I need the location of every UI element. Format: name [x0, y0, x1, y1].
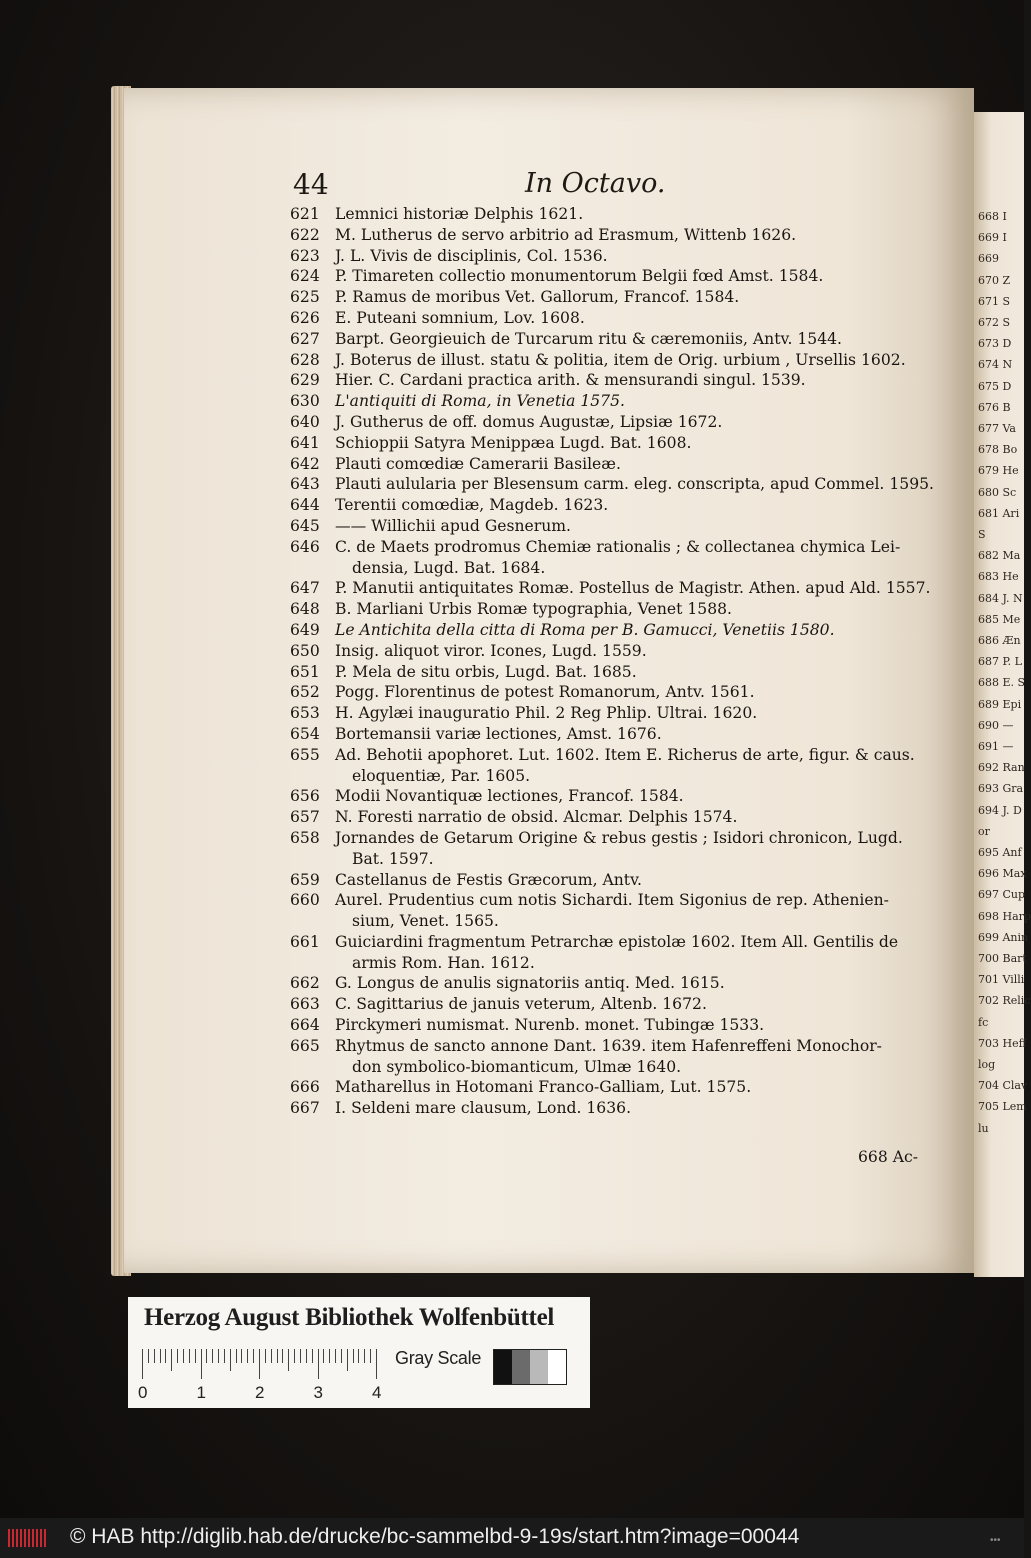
entry-text: P. Mela de situ orbis, Lugd. Bat. 1685.	[335, 662, 637, 681]
catchword: 668 Ac-	[858, 1148, 918, 1166]
facing-page-line: 674 N	[978, 358, 1013, 372]
color-scale-card	[128, 1297, 590, 1408]
facing-page-line: 695 Anf	[978, 846, 1022, 859]
ruler-tick	[206, 1349, 207, 1363]
ruler-tick	[142, 1349, 143, 1379]
ruler-label: 0	[138, 1383, 148, 1402]
ruler-label: 4	[372, 1383, 382, 1402]
catalog-entry	[290, 994, 950, 1015]
ruler-tick	[306, 1349, 307, 1363]
facing-page-line: 671 S	[978, 294, 1011, 308]
entry-text: Castellanus de Festis Græcorum, Antv.	[335, 870, 642, 889]
entry-text: Lemnici historiæ Delphis 1621.	[335, 205, 584, 223]
facing-page-line: 685 Me	[978, 612, 1021, 626]
ruler-tick	[347, 1349, 348, 1371]
catalog-entry	[290, 433, 950, 454]
catalog-entry	[290, 1098, 950, 1119]
entry-continuation: don symbolico-biomanticum, Ulmæ 1640.	[352, 1057, 682, 1076]
facing-page-line: fc	[978, 1015, 989, 1029]
ruler-tick	[224, 1349, 225, 1363]
facing-page-line: 680 Sc	[978, 485, 1017, 499]
entry-number: 625	[290, 288, 320, 307]
page-number: 44	[293, 168, 329, 201]
facing-page-line: 672 S	[978, 316, 1011, 329]
entry-number: 641	[290, 433, 320, 452]
entry-continuation: densia, Lugd. Bat. 1684.	[352, 558, 546, 577]
entry-number: 665	[290, 1036, 320, 1055]
facing-page-line: 691 —	[978, 740, 1014, 753]
ruler-tick	[165, 1349, 166, 1363]
ruler-tick	[247, 1349, 248, 1363]
entry-text: B. Marliani Urbis Romæ typographia, Venet 1588.	[335, 600, 733, 619]
facing-page-line: S	[978, 528, 986, 541]
facing-page-line: 669	[978, 252, 999, 266]
catalog-entry	[290, 495, 950, 516]
entry-number: 648	[290, 600, 320, 619]
entry-text: Rhytmus de sancto annone Dant. 1639. item Hafenreffeni Monochor-	[335, 1036, 882, 1055]
facing-page-line: 678 Bo	[978, 443, 1018, 457]
entry-text: Jornandes de Getarum Origine & rebus gestis ; Isidori chronicon, Lugd.	[335, 828, 903, 847]
entry-number: 630	[290, 392, 320, 411]
catalog-entry	[290, 412, 950, 433]
entry-text: C. de Maets prodromus Chemiæ rationalis ; & collectanea chymica Lei-	[335, 537, 901, 556]
entry-text: I. Seldeni mare clausum, Lond. 1636.	[335, 1099, 632, 1118]
facing-page-line: 702 Relic	[978, 994, 1031, 1008]
ruler-tick	[353, 1349, 354, 1363]
copyright-url[interactable]: © HAB http://diglib.hab.de/drucke/bc-sammelbd-9-19s/start.htm?image=00044	[70, 1525, 800, 1548]
catalog-entry	[290, 391, 950, 412]
facing-page-line: 683 He	[978, 570, 1019, 584]
entry-number: 658	[290, 828, 320, 847]
facing-page-line: 673 D	[978, 337, 1012, 351]
facing-page-line: 693 Gra	[978, 782, 1024, 796]
entry-number: 654	[290, 724, 320, 743]
entry-number: 624	[290, 267, 320, 286]
catalog-entry	[290, 537, 950, 579]
ruler-tick	[218, 1349, 219, 1363]
ruler-tick	[154, 1349, 155, 1363]
facing-page-line: 692 Ran	[978, 761, 1025, 775]
gray-step	[494, 1350, 512, 1384]
entry-text: —— Willichii apud Gesnerum.	[335, 516, 572, 535]
facing-page-line: 694 J. D	[978, 803, 1022, 817]
ruler-tick	[177, 1349, 178, 1363]
facing-page-line: 684 J. N	[978, 591, 1023, 605]
entry-number: 629	[290, 371, 320, 390]
entry-continuation: eloquentiæ, Par. 1605.	[352, 766, 531, 785]
ruler-tick	[341, 1349, 342, 1363]
ruler-tick	[148, 1349, 149, 1363]
entry-number: 656	[290, 787, 320, 806]
entry-number: 650	[290, 641, 320, 660]
facing-page-line: 698 Harp	[978, 909, 1031, 923]
entry-number: 652	[290, 683, 320, 702]
entry-text: P. Timareten collectio monumentorum Belgii fœd Amst. 1584.	[335, 267, 824, 286]
ruler-tick	[259, 1349, 260, 1379]
facing-page-line: 704 Clav	[978, 1079, 1028, 1093]
entry-number: 643	[290, 475, 320, 494]
footer-bar	[0, 1518, 1024, 1558]
entry-number: 662	[290, 974, 320, 993]
ruler-tick	[358, 1349, 359, 1363]
entry-number: 621	[290, 205, 320, 223]
ruler-tick	[189, 1349, 190, 1363]
catalog-entry	[290, 287, 950, 308]
catalog-entry	[290, 370, 950, 391]
facing-page-line: 687 P. L	[978, 655, 1022, 669]
entry-text: E. Puteani somnium, Lov. 1608.	[335, 308, 585, 327]
entry-text: Insig. aliquot viror. Icones, Lugd. 1559.	[335, 641, 647, 660]
facing-page-line: 668 I	[978, 210, 1007, 223]
catalog-entry	[290, 620, 950, 641]
entry-number: 623	[290, 246, 320, 265]
entry-number: 649	[290, 620, 320, 639]
entry-number: 647	[290, 579, 320, 598]
facing-page-line: lu	[978, 1121, 989, 1135]
facing-page-line: 689 Epi	[978, 697, 1022, 711]
entry-text: Ad. Behotii apophoret. Lut. 1602. Item E. Richerus de arte, figur. & caus.	[335, 745, 915, 764]
ruler-tick	[323, 1349, 324, 1363]
ruler-tick	[236, 1349, 237, 1363]
gray-step	[530, 1350, 548, 1384]
ruler-tick	[312, 1349, 313, 1363]
catalog-entry	[290, 1015, 950, 1036]
catalog-entry	[290, 454, 950, 475]
entry-number: 667	[290, 1099, 320, 1118]
ruler-tick	[329, 1349, 330, 1363]
entry-number: 663	[290, 995, 320, 1014]
gray-step	[548, 1350, 566, 1384]
entry-number: 657	[290, 808, 320, 827]
entry-text: Barpt. Georgieuich de Turcarum ritu & cæremoniis, Antv. 1544.	[335, 329, 843, 348]
entry-number: 622	[290, 225, 320, 244]
entry-number: 653	[290, 704, 320, 723]
entry-text: G. Longus de anulis signatoriis antiq. Med. 1615.	[335, 974, 725, 993]
entry-number: 655	[290, 745, 320, 764]
entry-text: L'antiquiti di Roma, in Venetia 1575.	[335, 392, 625, 411]
entry-text: Bortemansii variæ lectiones, Amst. 1676.	[335, 724, 662, 743]
catalog-entry	[290, 516, 950, 537]
entry-text: Terentii comœdiæ, Magdeb. 1623.	[335, 496, 609, 515]
entry-continuation: Bat. 1597.	[352, 849, 434, 868]
ruler-label: 3	[313, 1383, 323, 1402]
ruler-tick	[201, 1349, 202, 1379]
catalog-entry	[290, 662, 950, 683]
catalog-entry	[290, 266, 950, 287]
entry-continuation: sium, Venet. 1565.	[352, 912, 499, 931]
catalog-entry	[290, 329, 950, 350]
catalog-entry	[290, 350, 950, 371]
facing-page-line: 676 B	[978, 400, 1011, 414]
facing-page-line: or	[978, 824, 990, 838]
catalog-entry	[290, 682, 950, 703]
facing-page-line: 681 Ari	[978, 506, 1020, 520]
catalog-entry	[290, 932, 950, 974]
facing-page-line: 675 D	[978, 379, 1012, 393]
catalog-entry	[290, 807, 950, 828]
running-title: In Octavo.	[525, 168, 666, 199]
entry-text: Plauti comœdiæ Camerarii Basileæ.	[335, 454, 621, 473]
catalog-entry	[290, 641, 950, 662]
entry-text: Matharellus in Hotomani Franco-Galliam, Lut. 1575.	[335, 1078, 752, 1097]
entry-text: N. Foresti narratio de obsid. Alcmar. Delphis 1574.	[335, 808, 738, 827]
facing-page-line: 682 Ma	[978, 549, 1021, 563]
entry-text: Hier. C. Cardani practica arith. & mensurandi singul. 1539.	[335, 371, 806, 390]
ruler-tick	[282, 1349, 283, 1363]
catalog-entries	[290, 204, 950, 1119]
facing-page-line: 688 E. S	[978, 676, 1026, 690]
library-name: Herzog August Bibliothek Wolfenbüttel	[144, 1304, 555, 1331]
ruler-tick	[265, 1349, 266, 1363]
entry-text: P. Manutii antiquitates Romæ. Postellus de Magistr. Athen. apud Ald. 1557.	[335, 579, 931, 598]
gray-scale-bar	[493, 1349, 567, 1385]
entry-number: 666	[290, 1078, 320, 1097]
ruler-tick	[277, 1349, 278, 1363]
catalog-entry	[290, 578, 950, 599]
ruler-tick	[364, 1349, 365, 1363]
catalog-entry	[290, 1036, 950, 1078]
ruler-tick	[183, 1349, 184, 1363]
entry-number: 645	[290, 516, 320, 535]
ruler-tick	[376, 1349, 377, 1379]
catalog-entry	[290, 703, 950, 724]
facing-page-line: 677 Va	[978, 422, 1016, 435]
facing-page-line: 701 Villi	[978, 973, 1025, 987]
ruler-label: 1	[196, 1383, 206, 1402]
entry-text: J. L. Vivis de disciplinis, Col. 1536.	[335, 246, 608, 265]
entry-number: 644	[290, 496, 320, 515]
ruler-tick	[300, 1349, 301, 1363]
ruler-tick	[212, 1349, 213, 1363]
catalog-entry	[290, 1077, 950, 1098]
ruler-tick	[271, 1349, 272, 1363]
entry-number: 659	[290, 870, 320, 889]
entry-text: Guiciardini fragmentum Petrarchæ epistolæ 1602. Item All. Gentilis de	[335, 932, 899, 951]
catalog-entry	[290, 890, 950, 932]
ruler-tick	[335, 1349, 336, 1363]
ruler-tick	[230, 1349, 231, 1371]
entry-text: H. Agylæi inauguratio Phil. 2 Reg Phlip. Ultrai. 1620.	[335, 704, 758, 723]
facing-page-line: log	[978, 1058, 996, 1071]
entry-number: 642	[290, 454, 320, 473]
facing-page-line: 697 Cup	[978, 888, 1026, 902]
catalog-entry	[290, 745, 950, 787]
facing-page-line: 670 Z	[978, 273, 1011, 287]
facing-page-line: 700 Bart	[978, 952, 1027, 965]
facing-page-line: 669 I	[978, 231, 1007, 245]
facing-page-line: 696 Max	[978, 867, 1027, 881]
catalog-entry	[290, 204, 950, 225]
ruler-tick	[253, 1349, 254, 1363]
facing-page-line: 686 Æn	[978, 634, 1021, 647]
entry-number: 651	[290, 662, 320, 681]
catalog-entry	[290, 973, 950, 994]
facing-page-line: 679 He	[978, 464, 1019, 478]
facing-page-line: 690 —	[978, 718, 1014, 732]
facing-page-line: 703 Heff	[978, 1036, 1027, 1050]
catalog-entry	[290, 828, 950, 870]
entry-number: 626	[290, 308, 320, 327]
gray-step	[512, 1350, 530, 1384]
entry-text: P. Ramus de moribus Vet. Gallorum, Francof. 1584.	[335, 288, 740, 307]
entry-text: Schioppii Satyra Menippæa Lugd. Bat. 1608.	[335, 433, 692, 452]
entry-number: 627	[290, 329, 320, 348]
catalog-entry	[290, 246, 950, 267]
ruler-tick	[241, 1349, 242, 1363]
entry-number: 646	[290, 537, 320, 556]
catalog-entry	[290, 225, 950, 246]
ruler-tick	[288, 1349, 289, 1371]
ruler-tick	[160, 1349, 161, 1363]
entry-text: Pogg. Florentinus de potest Romanorum, Antv. 1561.	[335, 683, 755, 702]
ruler-tick	[370, 1349, 371, 1363]
entry-text: Pirckymeri numismat. Nurenb. monet. Tubingæ 1533.	[335, 1016, 765, 1035]
hab-logo-icon	[8, 1529, 48, 1547]
catalog-entry	[290, 870, 950, 891]
facing-page-line: 699 Anin	[978, 930, 1029, 944]
catalog-entry	[290, 474, 950, 495]
entry-number: 664	[290, 1016, 320, 1035]
ruler-tick	[294, 1349, 295, 1363]
entry-text: C. Sagittarius de januis veterum, Altenb. 1672.	[335, 995, 707, 1014]
ruler	[142, 1349, 392, 1379]
ruler-label: 2	[255, 1383, 265, 1402]
ruler-tick	[318, 1349, 319, 1379]
entry-number: 640	[290, 412, 320, 431]
entry-text: Modii Novantiquæ lectiones, Francof. 1584.	[335, 787, 684, 806]
catalog-entry	[290, 308, 950, 329]
entry-continuation: armis Rom. Han. 1612.	[352, 953, 535, 972]
catalog-entry	[290, 599, 950, 620]
entry-text: M. Lutherus de servo arbitrio ad Erasmum, Wittenb 1626.	[335, 225, 797, 244]
gray-scale-label: Gray Scale	[395, 1348, 482, 1368]
running-head	[293, 168, 863, 204]
entry-number: 628	[290, 350, 320, 369]
ruler-tick	[171, 1349, 172, 1371]
entry-text: Plauti aulularia per Blesensum carm. eleg. conscripta, apud Commel. 1595.	[335, 475, 934, 494]
menu-dots-icon[interactable]: •••	[990, 1535, 1001, 1546]
entry-text: J. Gutherus de off. domus Augustæ, Lipsiæ 1672.	[335, 412, 723, 431]
entry-text: Le Antichita della citta di Roma per B. Gamucci, Venetiis 1580.	[335, 620, 835, 639]
entry-number: 660	[290, 891, 320, 910]
catalog-entry	[290, 724, 950, 745]
facing-page-line: 705 Lem	[978, 1100, 1027, 1114]
entry-number: 661	[290, 932, 320, 951]
entry-text: J. Boterus de illust. statu & politia, item de Orig. urbium , Ursellis 1602.	[335, 350, 906, 369]
catalog-entry	[290, 786, 950, 807]
ruler-tick	[195, 1349, 196, 1363]
entry-text: Aurel. Prudentius cum notis Sichardi. Item Sigonius de rep. Athenien-	[335, 891, 889, 910]
facing-page-fragment	[974, 112, 1031, 1277]
